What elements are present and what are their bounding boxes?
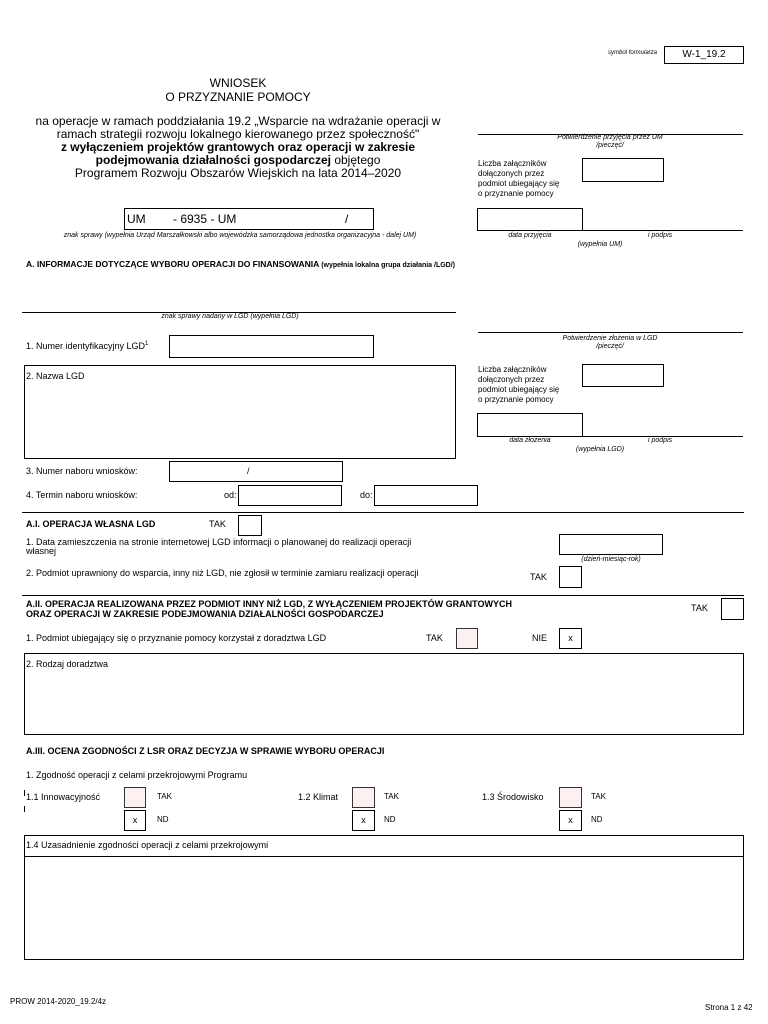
section-a-title <box>26 259 455 269</box>
um-fill-note: (wypełnia UM) <box>577 241 623 248</box>
environment-nd-label: ND <box>591 815 603 824</box>
climate-tak-label: TAK <box>384 792 399 801</box>
desc-line1: na operacje w ramach poddziałania 19.2 „Wsparcie na wdrażanie operacji w <box>35 114 441 128</box>
desc-line5: Programem Rozwoju Obszarów Wiejskich na lata 2014–2020 <box>74 166 402 180</box>
environment-nd-checkbox[interactable]: x <box>559 810 582 831</box>
ai-item2-tak: TAK <box>530 572 547 582</box>
um-attachments-label: Liczba załączników dołączonych przez podmiot ubiegający się o przyznanie pomocy <box>478 159 560 198</box>
field3-label: 3. Numer naboru wniosków: <box>26 466 138 476</box>
field1-sup: 1 <box>145 341 149 347</box>
lgd-confirm-line1: Potwierdzenie złożenia w LGD <box>562 335 658 342</box>
innovation-nd-label: ND <box>157 815 169 824</box>
section-a-title-text: A. INFORMACJE DOTYCZĄCE WYBORU OPERACJI DO FINANSOWANIA <box>26 259 320 269</box>
lgd-fill-note: (wypełnia LGD) <box>575 446 625 453</box>
call-to-input[interactable] <box>374 485 478 506</box>
section-aiii-title: A.III. OCENA ZGODNOŚCI Z LSR ORAZ DECYZJA W SPRAWIE WYBORU OPERACJI <box>26 746 385 756</box>
environment-tak-label: TAK <box>591 792 606 801</box>
footer-right: Strona 1 z 42 <box>705 1003 753 1012</box>
aii-nie-checkbox[interactable]: x <box>559 628 582 649</box>
case-middle: - 6935 - UM <box>173 212 237 226</box>
climate-label: 1.2 Klimat <box>298 792 339 802</box>
innovation-tak-checkbox[interactable] <box>124 787 146 808</box>
innovation-label: 1.1 Innowacyjność <box>26 792 101 802</box>
environment-tak-checkbox[interactable] <box>559 787 582 808</box>
aii-tak-checkbox[interactable] <box>456 628 478 649</box>
desc-bold2: podejmowania działalności gospodarczej <box>95 153 331 167</box>
ai-item2-checkbox[interactable] <box>559 566 582 588</box>
lgd-case-caption: znak sprawy nadany w LGD (wypełnia LGD) <box>161 313 299 320</box>
section-aii-tak: TAK <box>691 603 708 613</box>
um-sign-label: i podpis <box>648 232 673 239</box>
case-slash: / <box>345 212 349 226</box>
climate-tak-checkbox[interactable] <box>352 787 375 808</box>
ai-item1-line2: własnej <box>26 546 57 556</box>
climate-nd-checkbox[interactable]: x <box>352 810 375 831</box>
case-number-field[interactable] <box>124 208 374 230</box>
ai-date-caption: (dzień-miesiąc-rok) <box>581 556 641 563</box>
section-aii-title-line2: ORAZ OPERACJI W ZAKRESIE PODEJMOWANIA DZIAŁALNOŚCI GOSPODARCZEJ <box>26 609 384 619</box>
title-line1: WNIOSEK <box>209 76 267 90</box>
desc-line4 <box>20 153 456 167</box>
section-aii-title-line1: A.II. OPERACJA REALIZOWANA PRZEZ PODMIOT INNY NIŻ LGD, Z WYŁĄCZENIEM PROJEKTÓW GRANTOWYCH <box>26 599 513 609</box>
um-confirm-line2: /pieczęć/ <box>596 142 624 149</box>
lgd-attachments-label: Liczba załączników dołączonych przez podmiot ubiegający się o przyznanie pomocy <box>478 365 560 404</box>
desc-normal2: objętego <box>331 153 381 167</box>
um-attachments-input[interactable] <box>582 158 664 182</box>
field3-slash: / <box>247 466 250 476</box>
um-confirm-line1: Potwierdzenie przyjęcia przez UM <box>557 134 663 141</box>
symbol-value: W-1_19.2 <box>664 46 744 64</box>
lgd-name-field[interactable] <box>24 365 456 459</box>
section-a-title-note: (wypełnia lokalna grupa działania /LGD/) <box>319 262 456 269</box>
um-date-label: data przyjęcia <box>508 232 552 239</box>
section-aii-checkbox[interactable] <box>721 598 744 620</box>
desc-line2: ramach strategii rozwoju lokalnego kierowanego przez społeczność" <box>56 127 420 141</box>
aii-item1-tak: TAK <box>426 633 443 643</box>
item14-header <box>24 835 744 857</box>
innovation-nd-checkbox[interactable]: x <box>124 810 146 831</box>
field4-label: 4. Termin naboru wniosków: <box>26 490 138 500</box>
case-caption: znak sprawy (wypełnia Urząd Marszałkowski albo wojewódzka samorządowa jednostka organizacyjna - dalej UM) <box>63 232 417 239</box>
field1-label <box>26 341 148 351</box>
field2-label: 2. Nazwa LGD <box>26 371 85 381</box>
lgd-id-input[interactable] <box>169 335 374 358</box>
footer-left: PROW 2014-2020_19.2/4z <box>10 997 107 1006</box>
symbol-label: symbol formularza <box>608 50 658 56</box>
aii-item2: 2. Rodzaj doradztwa <box>26 659 109 669</box>
climate-nd-label: ND <box>384 815 396 824</box>
aiii-item14: 1.4 Uzasadnienie zgodności operacji z celami przekrojowymi <box>26 840 269 850</box>
section-ai-title: A.I. OPERACJA WŁASNA LGD <box>26 519 156 529</box>
innovation-tak-label: TAK <box>157 792 172 801</box>
field1-label-text: 1. Numer identyfikacyjny LGD <box>26 341 146 351</box>
advisory-type-field[interactable] <box>24 653 744 735</box>
aii-item1: 1. Podmiot ubiegający się o przyznanie pomocy korzystał z doradztwa LGD <box>26 633 327 643</box>
aii-item1-nie: NIE <box>532 633 548 643</box>
aiii-item1: 1. Zgodność operacji z celami przekrojowymi Programu <box>26 770 248 780</box>
ai-date-input[interactable] <box>559 534 663 555</box>
title-line2: O PRZYZNANIE POMOCY <box>165 90 311 104</box>
call-from-input[interactable] <box>238 485 342 506</box>
to-label: do: <box>360 490 373 500</box>
section-ai-tak: TAK <box>209 519 226 529</box>
lgd-confirm-line2: /pieczęć/ <box>596 343 624 350</box>
lgd-attachments-input[interactable] <box>582 364 664 387</box>
ai-item1-line1: 1. Data zamieszczenia na stronie internetowej LGD informacji o planowanej do realizacji operacji <box>26 537 412 547</box>
ai-item2: 2. Podmiot uprawniony do wsparcia, inny niż LGD, nie zgłosił w terminie zamiaru realizacji operacji <box>26 568 419 578</box>
justification-field[interactable] <box>24 856 744 960</box>
lgd-date-input[interactable] <box>477 413 583 437</box>
um-date-input[interactable] <box>477 208 583 231</box>
call-number-input[interactable] <box>169 461 343 482</box>
desc-bold1: z wyłączeniem projektów grantowych oraz operacji w zakresie <box>60 140 416 154</box>
environment-label: 1.3 Środowisko <box>482 792 544 802</box>
case-prefix: UM <box>127 212 146 226</box>
from-label: od: <box>224 490 237 500</box>
section-ai-checkbox[interactable] <box>238 515 262 536</box>
lgd-date-label: data złożenia <box>509 437 551 444</box>
lgd-sign-label: i podpis <box>648 437 673 444</box>
